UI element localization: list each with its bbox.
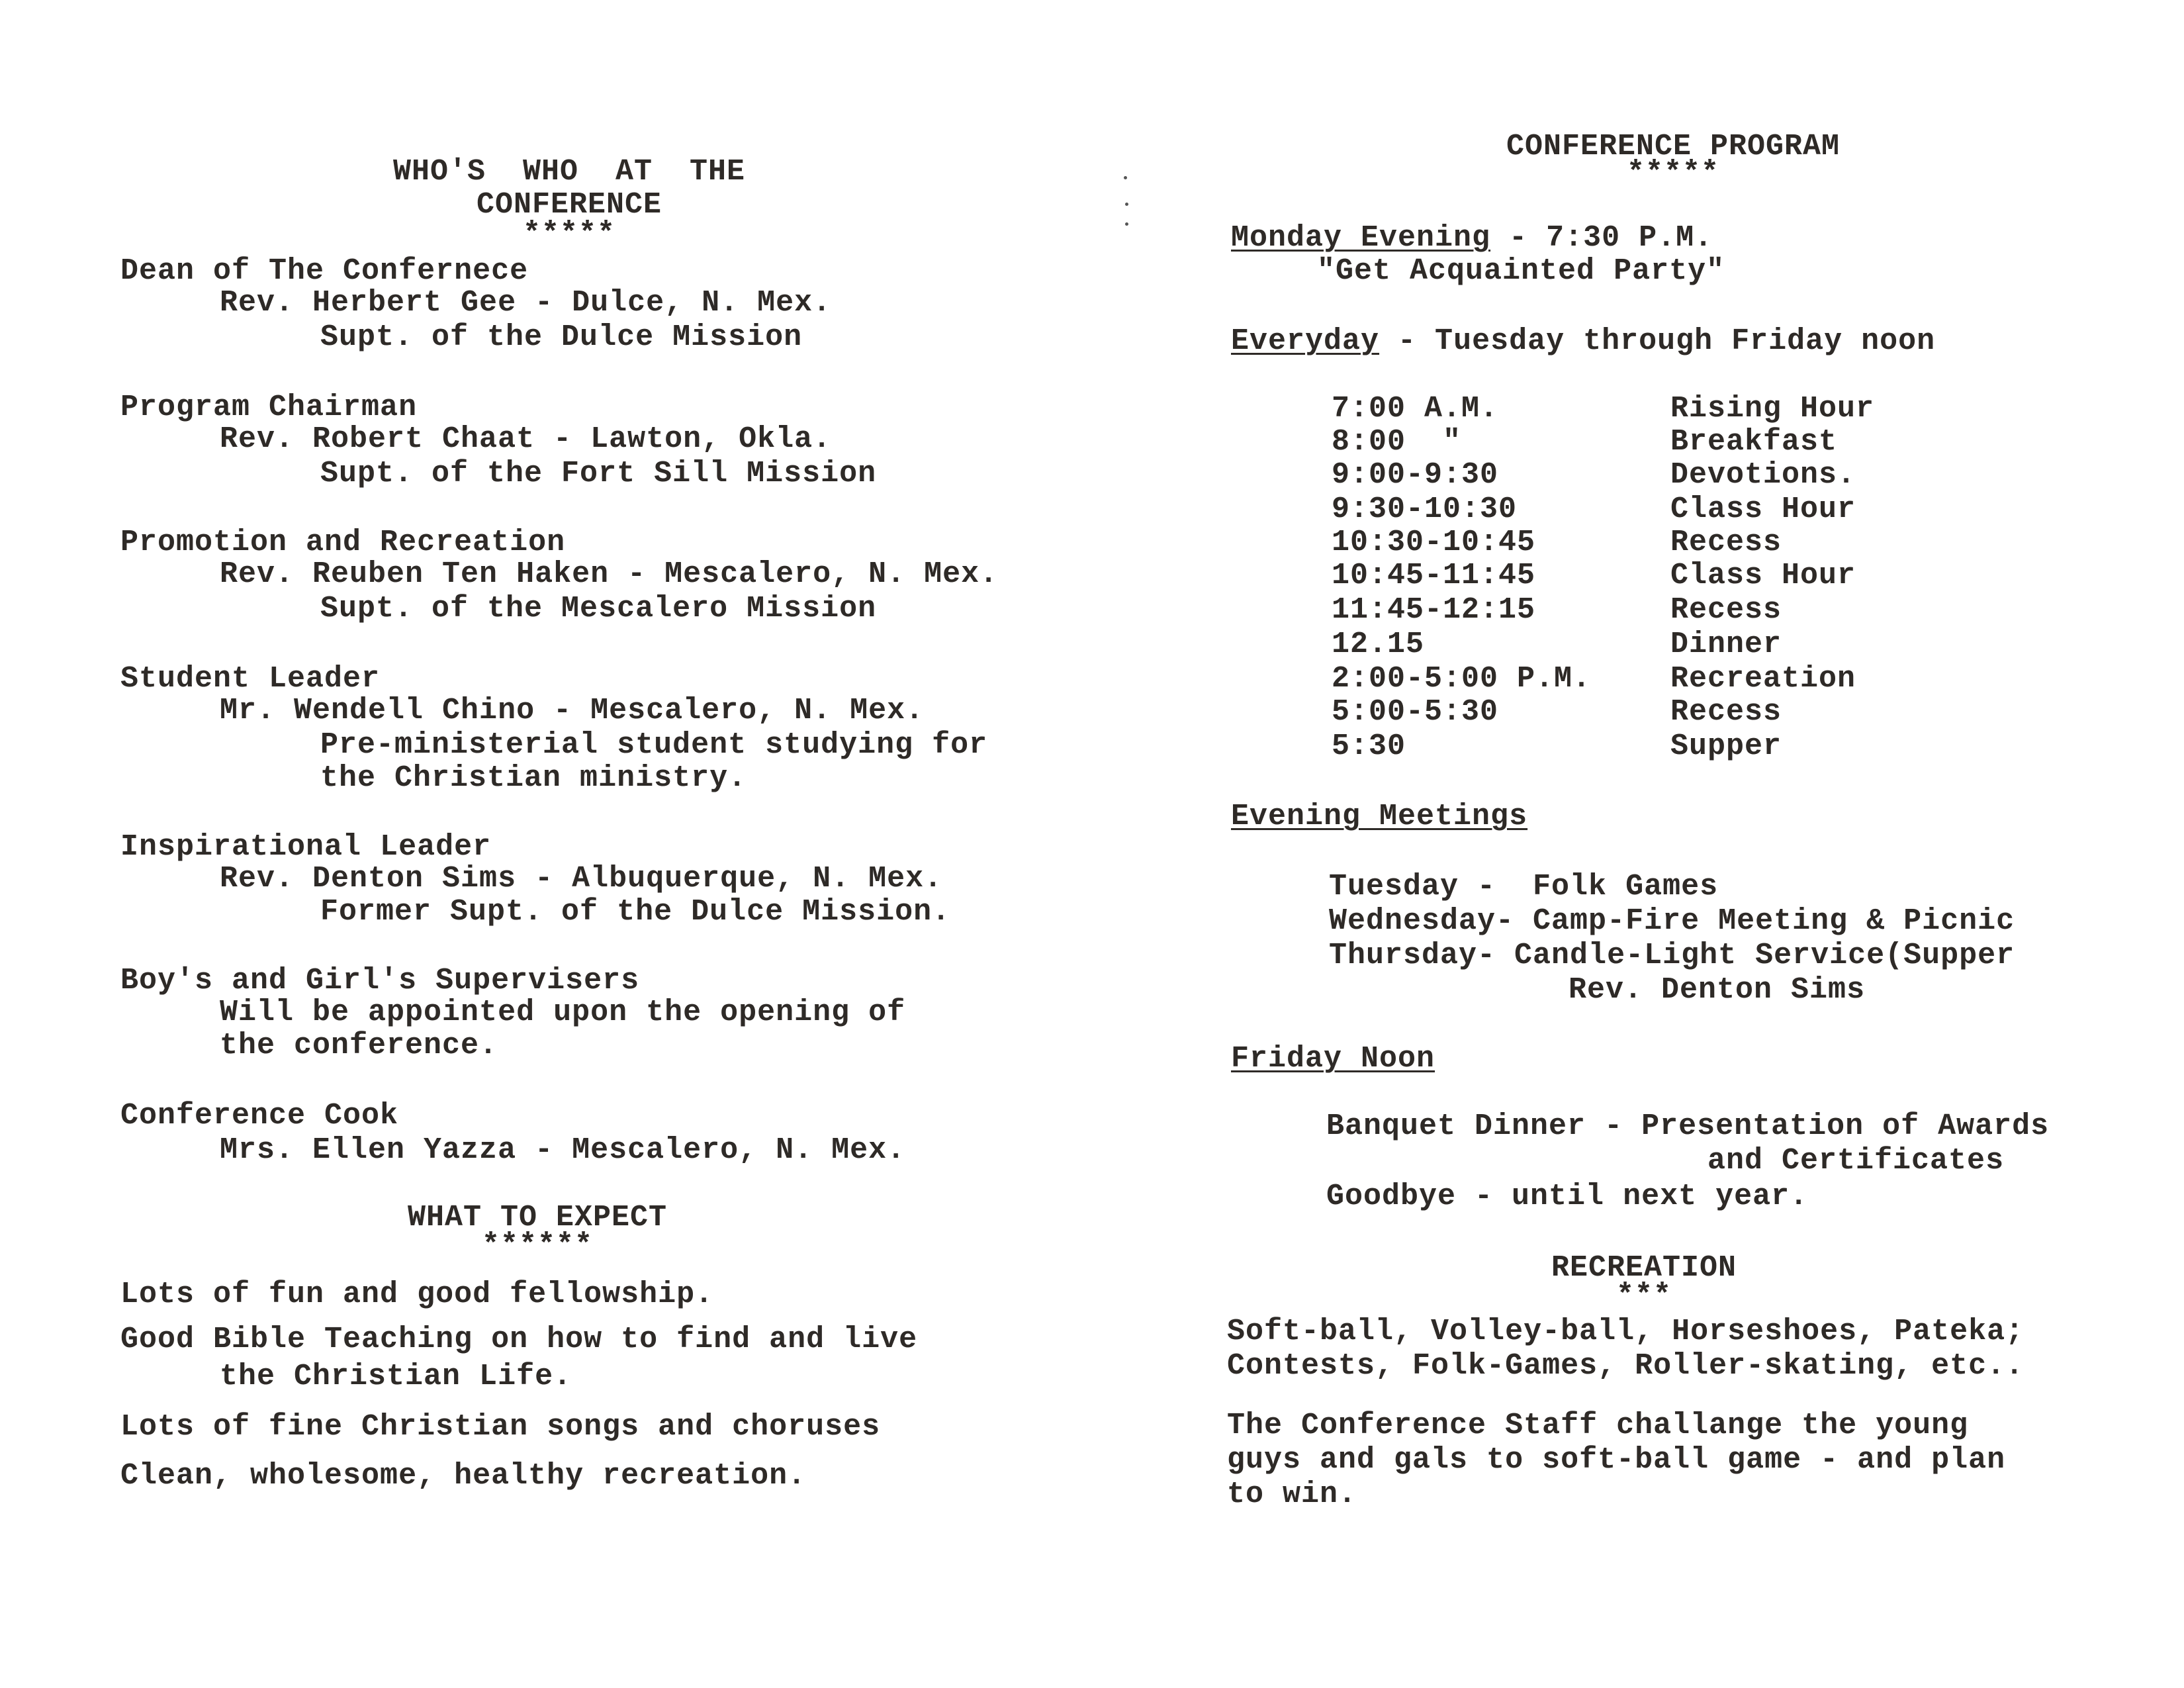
schedule-time: 10:30-10:45 — [1332, 526, 1536, 559]
role-line: Former Supt. of the Dulce Mission. — [320, 895, 951, 929]
monday-event: "Get Acquainted Party" — [1317, 254, 1725, 288]
role-line: Pre-ministerial student studying for — [320, 728, 988, 762]
schedule-time: 10:45-11:45 — [1332, 559, 1536, 592]
schedule-time: 5:30 — [1332, 729, 1406, 763]
recreation-line: Contests, Folk-Games, Roller-skating, etc.. — [1227, 1349, 2025, 1383]
everyday-label: Everyday — [1231, 324, 1380, 358]
schedule-activity: Rising Hour — [1670, 392, 1875, 426]
expect-item: the Christian Life. — [220, 1360, 572, 1393]
friday-noon-label — [1231, 1042, 1435, 1076]
schedule-activity: Supper — [1670, 729, 1782, 763]
role-line: Mrs. Ellen Yazza - Mescalero, N. Mex. — [220, 1133, 906, 1167]
what-to-expect-title: WHAT TO EXPECT — [407, 1201, 668, 1235]
expect-item: Lots of fun and good fellowship. — [120, 1278, 714, 1311]
schedule-time: 7:00 A.M. — [1332, 392, 1499, 426]
fold-mark — [1125, 203, 1128, 206]
whos-who-title-line2: CONFERENCE — [476, 188, 662, 222]
program-stars: ***** — [1626, 156, 1720, 190]
schedule-activity: Breakfast — [1670, 425, 1838, 459]
recreation-line: The Conference Staff challange the young — [1227, 1409, 1969, 1442]
role-heading: Boy's and Girl's Supervisers — [120, 964, 640, 998]
monday-time: - 7:30 P.M. — [1490, 221, 1713, 255]
monday-line — [1231, 221, 1713, 256]
schedule-time: 8:00 " — [1332, 425, 1462, 459]
schedule-time: 11:45-12:15 — [1332, 593, 1536, 627]
everyday-line — [1231, 324, 1935, 359]
fold-mark — [1124, 176, 1127, 179]
whos-who-title-line1: WHO'S WHO AT THE — [392, 155, 746, 189]
whos-who-stars: ***** — [522, 217, 616, 251]
role-line: Supt. of the Fort Sill Mission — [320, 457, 877, 491]
expect-item: Clean, wholesome, healthy recreation. — [120, 1459, 807, 1493]
role-heading: Promotion and Recreation — [120, 526, 566, 559]
schedule-activity: Recreation — [1670, 662, 1856, 696]
role-line: Rev. Reuben Ten Haken - Mescalero, N. Mex. — [220, 557, 999, 591]
evening-item: Tuesday - Folk Games — [1329, 870, 1719, 904]
schedule-activity: Class Hour — [1670, 559, 1856, 592]
role-line: Rev. Denton Sims - Albuquerque, N. Mex. — [220, 862, 943, 896]
schedule-activity: Class Hour — [1670, 492, 1856, 526]
role-line: Will be appointed upon the opening of — [220, 996, 906, 1029]
schedule-activity: Recess — [1670, 526, 1782, 559]
role-heading: Student Leader — [120, 662, 381, 696]
role-heading: Conference Cook — [120, 1099, 399, 1133]
evening-label: Evening Meetings — [1231, 800, 1528, 833]
schedule-activity: Devotions. — [1670, 458, 1856, 492]
role-line: Mr. Wendell Chino - Mescalero, N. Mex. — [220, 694, 925, 727]
expect-item: Good Bible Teaching on how to find and live — [120, 1323, 918, 1356]
evening-item: Wednesday- Camp-Fire Meeting & Picnic — [1329, 904, 2015, 938]
schedule-time: 2:00-5:00 P.M. — [1332, 662, 1592, 696]
recreation-line: Soft-ball, Volley-ball, Horseshoes, Pateka; — [1227, 1315, 2025, 1348]
role-line: Rev. Robert Chaat - Lawton, Okla. — [220, 422, 832, 456]
expect-item: Lots of fine Christian songs and choruses — [120, 1410, 881, 1444]
role-heading: Program Chairman — [120, 391, 418, 424]
evening-meetings-label — [1231, 800, 1527, 834]
role-line: the Christian ministry. — [320, 761, 747, 795]
friday-item: Goodbye - until next year. — [1326, 1180, 1809, 1213]
recreation-line: to win. — [1227, 1477, 1357, 1511]
everyday-desc: - Tuesday through Friday noon — [1379, 324, 1936, 358]
schedule-time: 9:00-9:30 — [1332, 458, 1499, 492]
friday-label: Friday Noon — [1231, 1042, 1435, 1076]
role-heading: Inspirational Leader — [120, 830, 492, 864]
evening-item: Rev. Denton Sims — [1569, 973, 1866, 1007]
role-heading: Dean of The Confernece — [120, 254, 529, 288]
program-title: CONFERENCE PROGRAM — [1506, 130, 1841, 164]
schedule-time: 5:00-5:30 — [1332, 695, 1499, 729]
role-line: Rev. Herbert Gee - Dulce, N. Mex. — [220, 286, 832, 320]
role-line: Supt. of the Dulce Mission — [320, 320, 803, 354]
friday-item: Banquet Dinner - Presentation of Awards — [1326, 1109, 2050, 1143]
fold-mark — [1125, 222, 1128, 226]
role-line: Supt. of the Mescalero Mission — [320, 592, 877, 626]
schedule-activity: Recess — [1670, 593, 1782, 627]
schedule-activity: Dinner — [1670, 628, 1782, 661]
evening-item: Thursday- Candle-Light Service(Supper — [1329, 939, 2015, 972]
recreation-stars: *** — [1615, 1279, 1672, 1313]
schedule-time: 12.15 — [1332, 628, 1425, 661]
role-line: the conference. — [220, 1029, 498, 1062]
schedule-time: 9:30-10:30 — [1332, 492, 1518, 526]
monday-label: Monday Evening — [1231, 221, 1491, 255]
recreation-title: RECREATION — [1551, 1251, 1737, 1285]
friday-item: and Certificates — [1707, 1144, 2005, 1178]
schedule-activity: Recess — [1670, 695, 1782, 729]
what-to-expect-stars: ****** — [481, 1229, 594, 1262]
recreation-line: guys and gals to soft-ball game - and plan — [1227, 1443, 2006, 1477]
